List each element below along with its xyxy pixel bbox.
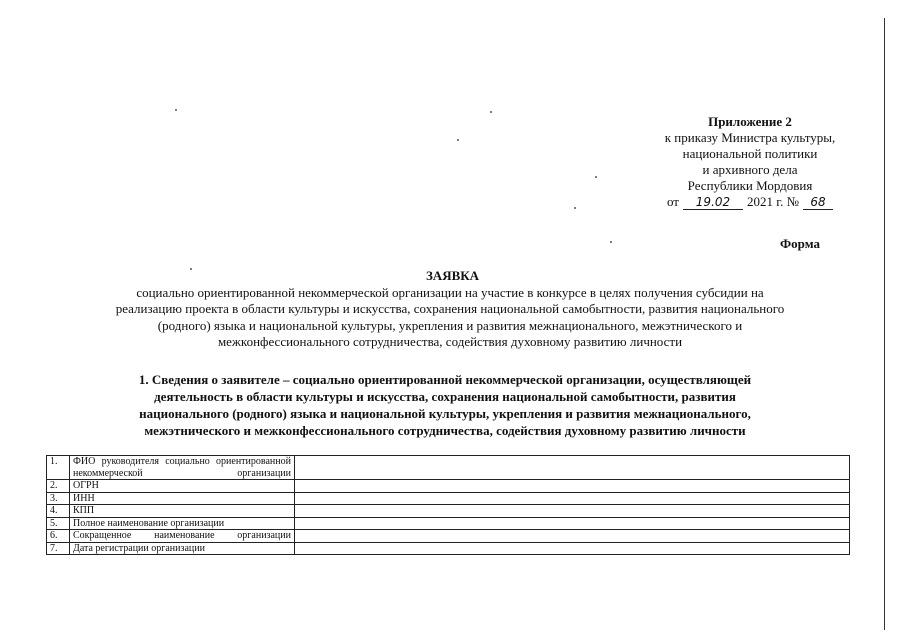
appendix-line: к приказу Министра культуры,: [664, 130, 836, 145]
row-label: ОГРН: [70, 480, 295, 493]
row-value-cell[interactable]: [295, 492, 850, 505]
scan-speck: [595, 176, 597, 178]
order-prefix: от: [666, 194, 679, 209]
subtitle-line: реализацию проекта в области культуры и искусства, сохранения национальной самобытности, развития национального: [115, 301, 785, 317]
appendix-line: Республики Мордовия: [687, 178, 813, 193]
row-value-cell[interactable]: [295, 480, 850, 493]
table-row: [47, 542, 850, 555]
subtitle-line: (родного) языка и национальной культуры, укрепления и развития межнационального, межэтнического и: [157, 317, 743, 333]
section-title-line: межэтнического и межконфессионального сотрудничества, содействия духовному развитию личности: [144, 423, 746, 438]
row-value-cell[interactable]: [295, 517, 850, 530]
section-title-line: национального (родного) языка и национальной культуры, укрепления и развития межнационального,: [139, 406, 751, 421]
table-row: [47, 492, 850, 505]
appendix-line: национальной политики: [682, 146, 818, 161]
row-value-cell[interactable]: [295, 505, 850, 518]
appendix-title: Приложение 2: [708, 114, 792, 129]
row-label: Полное наименование организации: [70, 517, 295, 530]
section-title-line: 1. Сведения о заявителе – социально ориентированной некоммерческой организации, осуществляющей: [138, 372, 752, 387]
section-1-title: [55, 371, 835, 439]
row-label: Дата регистрации организации: [70, 542, 295, 555]
form-label: Форма: [780, 236, 820, 251]
table-row: [47, 456, 850, 480]
scan-edge-line: [884, 18, 885, 630]
subtitle-line: социально ориентированной некоммерческой организации на участие в конкурсе в целях получения субсидии на: [136, 285, 764, 300]
scan-speck: [574, 207, 576, 209]
appendix-line: и архивного дела: [702, 162, 798, 177]
row-label: ФИО руководителя социально ориентированной некоммерческой организации: [70, 456, 295, 480]
application-title: ЗАЯВКА: [425, 268, 480, 283]
order-number-handwritten: 68: [803, 195, 833, 210]
scan-speck: [175, 109, 177, 111]
row-label: ИНН: [70, 492, 295, 505]
table-row: [47, 530, 850, 543]
order-line: [600, 194, 900, 210]
section-title-line: деятельность в области культуры и искусства, сохранения национальной самобытности, развития: [154, 389, 736, 404]
row-number: 7.: [47, 542, 70, 555]
row-number: 1.: [47, 456, 70, 480]
table-row: [47, 480, 850, 493]
order-date-handwritten: 19.02: [683, 195, 743, 210]
row-number: 4.: [47, 505, 70, 518]
scan-speck: [610, 241, 612, 243]
application-subtitle: [40, 285, 860, 351]
row-value-cell[interactable]: [295, 542, 850, 555]
row-number: 5.: [47, 517, 70, 530]
table-row: [47, 517, 850, 530]
row-number: 2.: [47, 480, 70, 493]
row-label: КПП: [70, 505, 295, 518]
table-row: [47, 505, 850, 518]
scan-speck: [490, 111, 492, 113]
order-year: 2021 г. №: [746, 194, 800, 209]
row-value-cell[interactable]: [295, 530, 850, 543]
applicant-info-table: [46, 455, 850, 555]
row-label: Сокращенное наименование организации: [70, 530, 295, 543]
row-number: 3.: [47, 492, 70, 505]
row-number: 6.: [47, 530, 70, 543]
scan-speck: [457, 139, 459, 141]
appendix-block: [600, 114, 900, 210]
row-value-cell[interactable]: [295, 456, 850, 480]
subtitle-line: межконфессионального сотрудничества, содействия духовному развитию личности: [217, 334, 683, 350]
